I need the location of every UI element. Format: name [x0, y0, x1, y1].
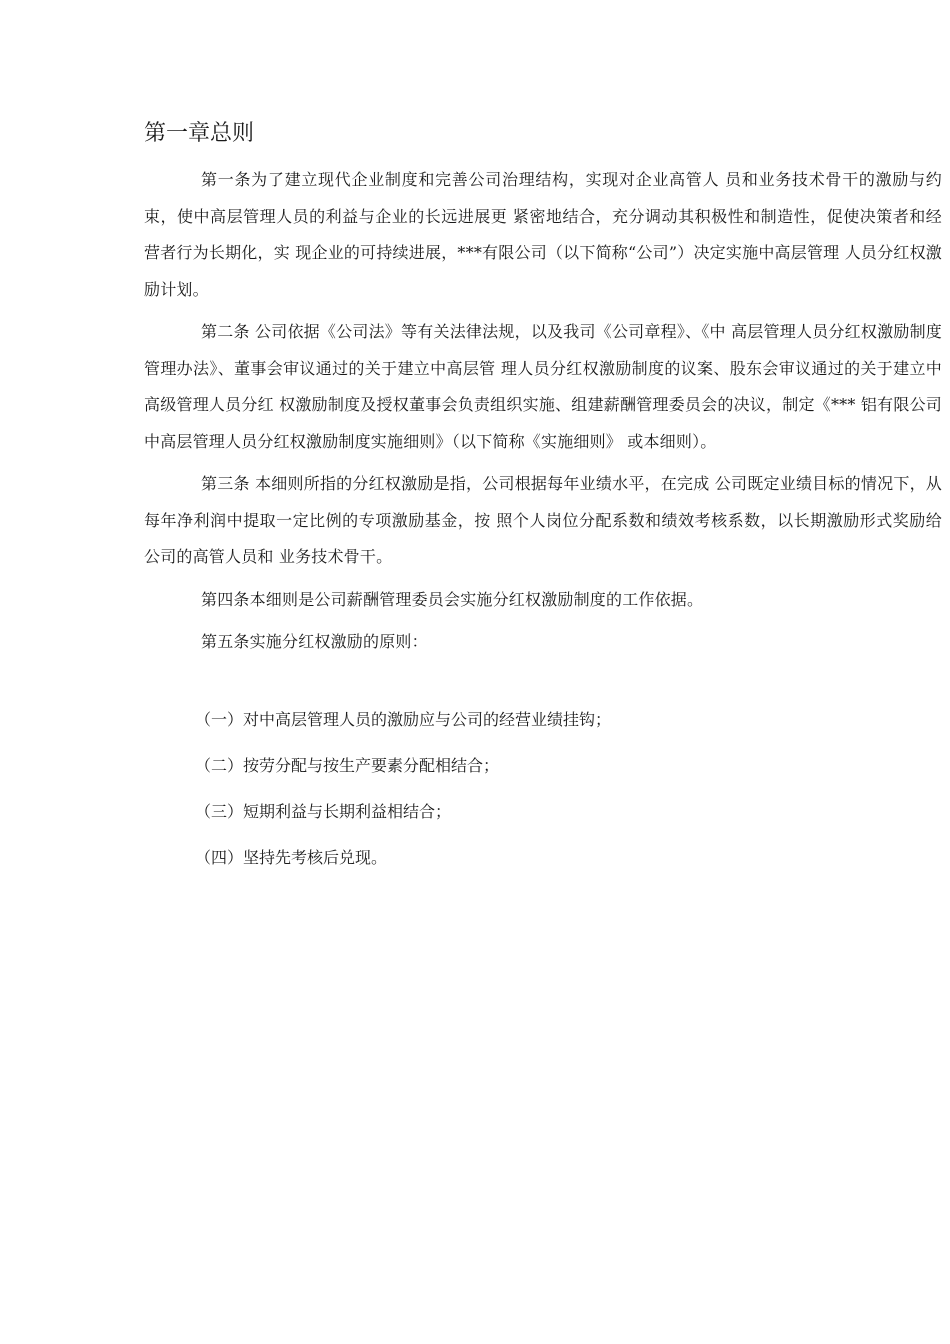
articles-section — [144, 162, 942, 667]
principle-item-2: （二）按劳分配与按生产要素分配相结合； — [195, 756, 500, 775]
chapter-title: 第一章总则 — [144, 121, 255, 146]
article-3: 第三条 本细则所指的分红权激励是指，公司根据每年业绩水平，在完成 公司既定业绩目标的情况下，从每年净利润中提取一定比例的专项激励基金，按 照个人岗位分配系数和绩效考核系数，以长期激励形式奖励给公司的高管人员和 业务技术骨干。 — [144, 474, 942, 566]
principle-item-3: （三）短期利益与长期利益相结合； — [195, 802, 452, 821]
principle-item-4: （四）坚持先考核后兑现。 — [195, 848, 388, 867]
article-2: 第二条 公司依据《公司法》等有关法律法规，以及我司《公司章程》、《中 高层管理人员分红权激励制度管理办法》、董事会审议通过的关于建立中高层管 理人员分红权激励制度的议案、股东会审议通过的关于建立中高级管理人员分红 权激励制度及授权董事会负责组织实施、组建薪酬管理委员会的决议，制定《*** 铝有限公司中高层管理人员分红权激励制度实施细则》（以下简称《实施细则》 或本细则）。 — [144, 322, 942, 451]
principles-list — [195, 700, 895, 884]
principle-item-1: （一）对中高层管理人员的激励应与公司的经营业绩挂钩； — [195, 710, 612, 729]
article-4: 第四条本细则是公司薪酬管理委员会实施分红权激励制度的工作依据。 — [201, 589, 704, 609]
article-5: 第五条实施分红权激励的原则： — [201, 632, 428, 651]
article-1: 第一条为了建立现代企业制度和完善公司治理结构，实现对企业高管人 员和业务技术骨干的激励与约束，使中高层管理人员的利益与企业的长远进展更 紧密地结合，充分调动其积极性和制造性，促使决策者和经营者行为长期化，实 现企业的可持续进展，***有限公司（以下简称“公司”）决定实施中高层管理 人员分红权激励计划。 — [144, 170, 942, 299]
